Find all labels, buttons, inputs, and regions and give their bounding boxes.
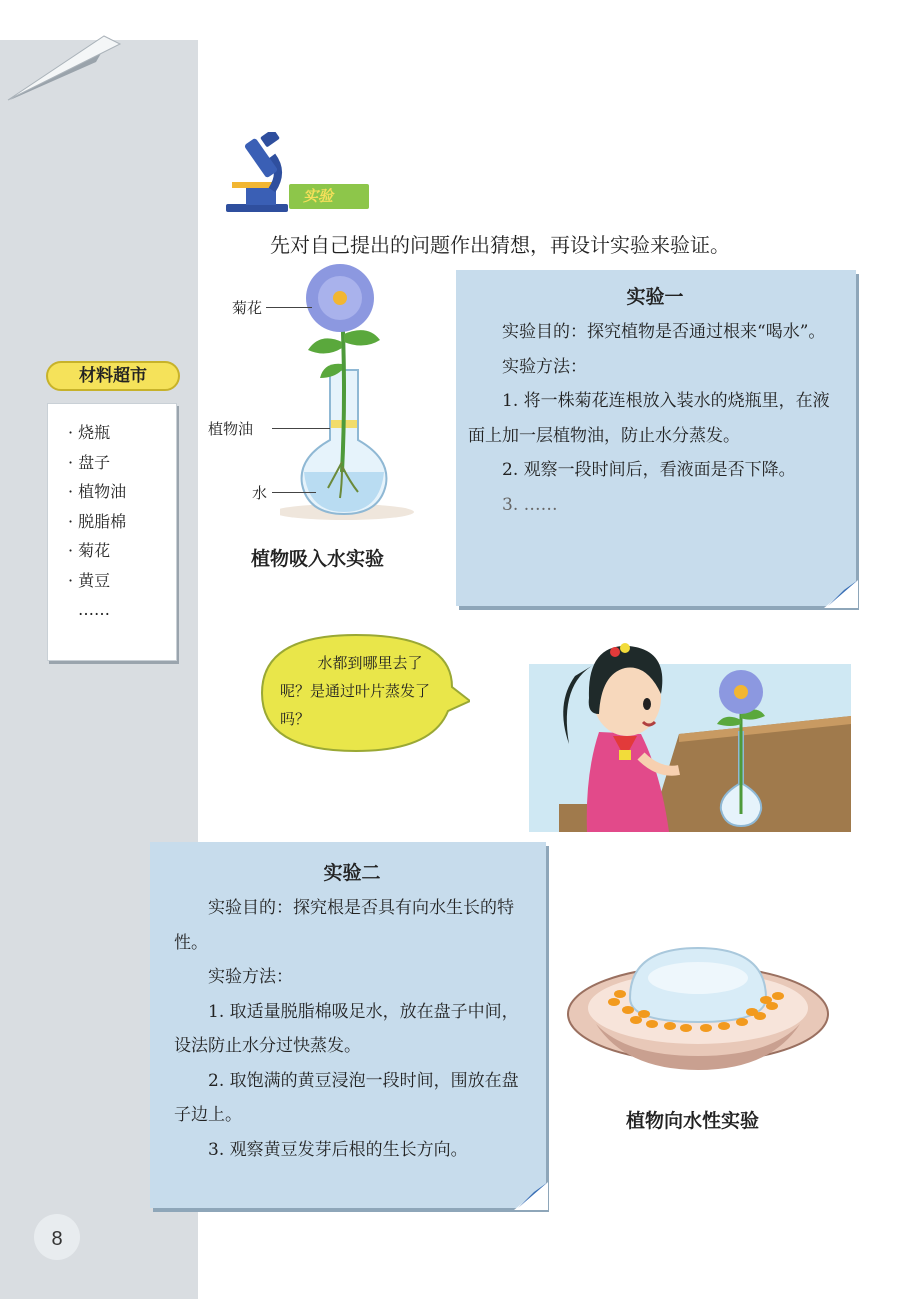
label-flower: 菊花	[232, 299, 263, 317]
plate-beans-illustration	[566, 944, 830, 1074]
materials-list-box	[47, 403, 177, 661]
experiment1-card	[456, 270, 856, 606]
materials-tag: 材料超市	[46, 361, 180, 391]
experiment1-step: 3. ……	[502, 494, 558, 515]
experiment2-method-heading: 实验方法：	[208, 967, 293, 987]
leader-line	[266, 307, 312, 308]
page-number: 8	[34, 1214, 80, 1260]
experiment-label: 实验	[289, 184, 369, 209]
figure1-caption: 植物吸入水实验	[251, 548, 385, 570]
label-plant-oil: 植物油	[208, 420, 254, 438]
list-item: · 盘子	[68, 448, 176, 478]
experiment1-purpose: 实验目的：探究植物是否通过根来“喝水”。	[502, 322, 826, 342]
list-item: · 菊花	[68, 536, 176, 566]
experiment1-step: 1. 将一株菊花连根放入装水的烧瓶里，在液面上加一层植物油，防止水分蒸发。	[468, 391, 830, 446]
experiment1-step: 2. 观察一段时间后，看液面是否下降。	[502, 460, 796, 480]
experiment1-method-heading: 实验方法：	[502, 356, 587, 377]
figure2-caption: 植物向水性实验	[626, 1110, 760, 1132]
experiment2-step: 1. 取适量脱脂棉吸足水，放在盘子中间，设法防止水分过快蒸发。	[174, 1001, 519, 1056]
speech-bubble-text: 水都到哪里去了呢？是通过叶片蒸发了吗？	[280, 654, 431, 728]
experiment1-title: 实验一	[626, 286, 684, 308]
card-corner-fold	[514, 1182, 548, 1210]
card-corner-fold	[824, 580, 858, 608]
girl-observing-illustration	[529, 624, 851, 832]
list-item: · 植物油	[68, 477, 176, 507]
leader-line	[272, 428, 330, 429]
page-corner-fold	[0, 0, 200, 110]
experiment2-step: 2. 取饱满的黄豆浸泡一段时间，围放在盘子边上。	[174, 1070, 519, 1125]
leader-line	[272, 492, 316, 493]
experiment2-card	[150, 842, 546, 1208]
experiment2-title: 实验二	[323, 862, 381, 884]
experiment2-purpose: 实验目的：探究根是否具有向水生长的特性。	[174, 898, 514, 953]
intro-text: 先对自己提出的问题作出猜想，再设计实验来验证。	[270, 233, 730, 257]
experiment2-step: 3. 观察黄豆发芽后根的生长方向。	[208, 1139, 468, 1160]
flower-flask-illustration	[280, 262, 420, 522]
list-item: ……	[78, 600, 110, 619]
list-item: · 脱脂棉	[68, 507, 176, 537]
label-water: 水	[252, 484, 268, 502]
materials-list	[48, 404, 176, 625]
list-item: · 烧瓶	[68, 418, 176, 448]
list-item: · 黄豆	[68, 566, 176, 596]
